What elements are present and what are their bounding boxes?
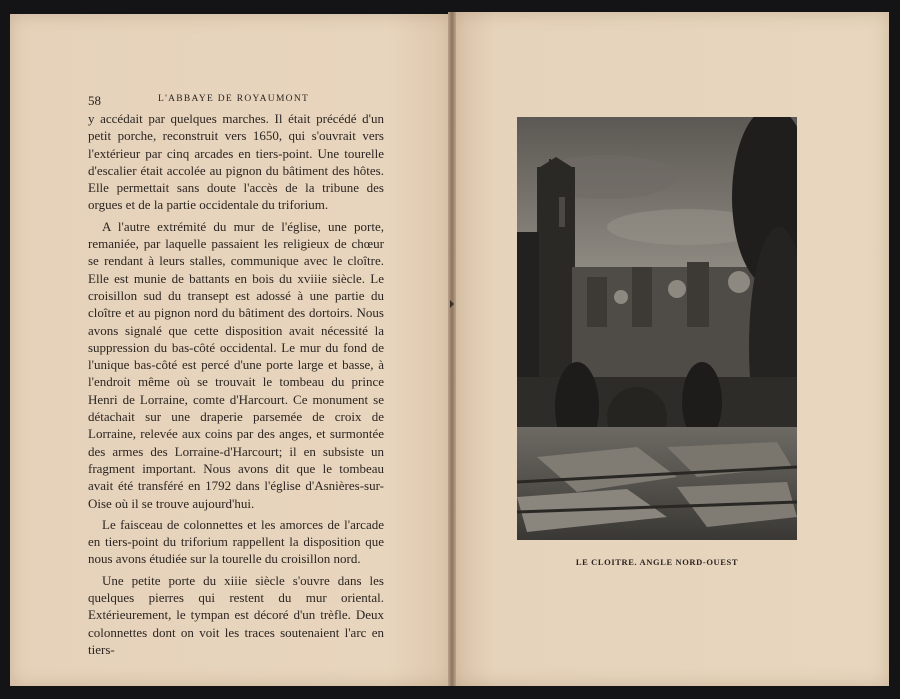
paragraph: y accédait par quelques marches. Il était précédé d'un petit porche, reconstruit vers 1650, qui s'ouvrait vers l'extérieur par cinq arcades en tiers-point. Une tourelle d'escalier était accolée au pignon du bâtiment des hôtes. Elle permettait sans doute l'accès de la tribune des orgues et de la partie occidentale du triforium. [88, 111, 384, 213]
paragraph: Le faisceau de colonnettes et les amorces de l'arcade en tiers-point du triforium rappellent la disposition que nous avons étudiée sur la tourelle du croisillon nord. [88, 516, 384, 567]
photo-caption: LE CLOITRE. ANGLE NORD-OUEST [575, 557, 739, 567]
body-text [88, 110, 384, 662]
cloister-photograph [517, 117, 797, 540]
book-gutter [448, 12, 456, 686]
running-head: L'ABBAYE DE ROYAUMONT [158, 94, 310, 104]
paragraph: Une petite porte du xiiie siècle s'ouvre dans les quelques pierres qui restent du mur oriental. Extérieurement, le tympan est décoré d'un trèfle. Deux colonnettes dont on voit les traces soutenaient l'arc en tiers- [88, 572, 384, 657]
page-number: 58 [88, 93, 101, 108]
cloister-photo-image [517, 117, 797, 540]
paragraph: A l'autre extrémité du mur de l'église, une porte, remaniée, par laquelle passaient les religieux de chœur se rendant à leurs stalles, communique avec le cloître. Elle est munie de battants en bois du xviiie siècle. Le croisillon sud du transept est adossé à une partie du cloître et au pignon nord du bâtiment des dortoirs. Nous avons signalé que cette disposition avait nécessité la suppression du bas-côté occidental. Le mur du fond de l'unique bas-côté est percé d'une porte large et basse, à l'endroit même où se trouvait le tombeau du prince Henri de Lorraine, comte d'Harcourt. Ce monument se détachait sur une draperie parsemée de croix de Lorraine, relevée aux coins par des anges, et surmontée des armes des Lorraine-d'Harcourt; il en subsiste un fragment important. Nous avons dit que le tombeau avait été transféré en 1792 dans l'église d'Asnières-sur-Oise où il se trouve aujourd'hui. [88, 218, 384, 511]
page-tear-mark [448, 300, 456, 308]
